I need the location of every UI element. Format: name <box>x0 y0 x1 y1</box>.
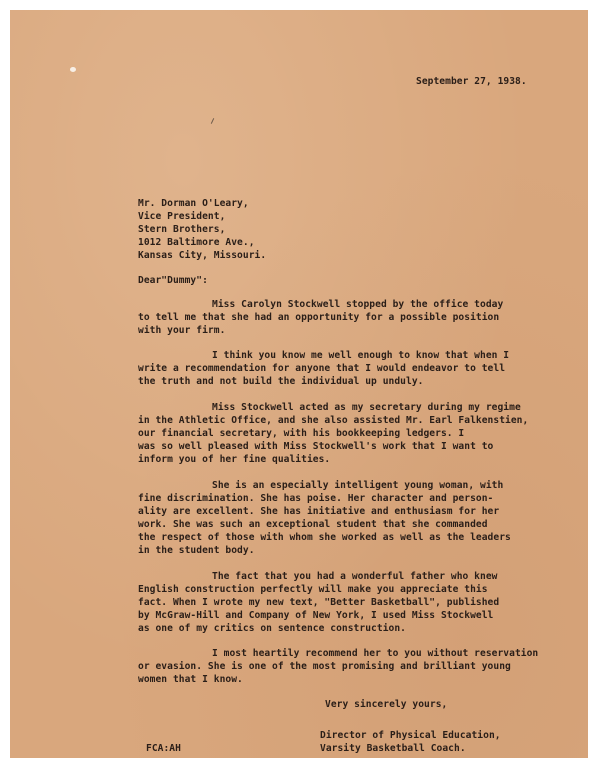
recipient-line: Kansas City, Missouri. <box>138 250 267 261</box>
body-line: as one of my critics on sentence construction. <box>138 623 406 634</box>
body-line: ality are excellent. She has initiative and enthusiasm for her <box>138 506 500 517</box>
body-line: work. She was such an exceptional student that she commanded <box>138 519 488 530</box>
recipient-line: Vice President, <box>138 211 226 222</box>
body-line: to tell me that she had an opportunity for a possible position <box>138 312 500 323</box>
body-line: fine discrimination. She has poise. Her character and person- <box>138 493 494 504</box>
letter-paper <box>10 10 588 758</box>
body-line: I think you know me well enough to know that when I <box>212 350 510 361</box>
recipient-line: 1012 Baltimore Ave., <box>138 237 255 248</box>
body-line: write a recommendation for anyone that I would endeavor to tell <box>138 363 506 374</box>
body-line: women that I know. <box>138 674 243 685</box>
ink-mark <box>211 118 214 124</box>
body-line: by McGraw-Hill and Company of New York, I used Miss Stockwell <box>138 610 494 621</box>
body-line: was so well pleased with Miss Stockwell's work that I want to <box>138 441 494 452</box>
typist-initials: FCA:AH <box>146 743 181 754</box>
body-line: I most heartily recommend her to you without reservation <box>212 648 539 659</box>
signature-line: Varsity Basketball Coach. <box>320 743 466 754</box>
body-line: inform you of her fine qualities. <box>138 454 331 465</box>
salutation: Dear"Dummy": <box>138 275 208 286</box>
paper-speck <box>70 67 76 72</box>
body-line: the respect of those with whom she worked as well as the leaders <box>138 532 511 543</box>
closing: Very sincerely yours, <box>325 699 448 710</box>
body-line: She is an especially intelligent young woman, with <box>212 480 504 491</box>
body-line: fact. When I wrote my new text, "Better Basketball", published <box>138 597 500 608</box>
body-line: the truth and not build the individual up unduly. <box>138 376 424 387</box>
body-line: Miss Stockwell acted as my secretary during my regime <box>212 402 521 413</box>
body-line: with your firm. <box>138 325 226 336</box>
body-line: The fact that you had a wonderful father who knew <box>212 571 498 582</box>
body-line: in the student body. <box>138 545 255 556</box>
recipient-line: Mr. Dorman O'Leary, <box>138 198 249 209</box>
recipient-line: Stern Brothers, <box>138 224 226 235</box>
body-line: our financial secretary, with his bookkeeping ledgers. I <box>138 428 465 439</box>
body-line: or evasion. She is one of the most promising and brilliant young <box>138 661 511 672</box>
body-line: English construction perfectly will make you appreciate this <box>138 584 488 595</box>
letter-date: September 27, 1938. <box>416 76 527 87</box>
body-line: in the Athletic Office, and she also assisted Mr. Earl Falkenstien, <box>138 415 529 426</box>
signature-line: Director of Physical Education, <box>320 730 501 741</box>
body-line: Miss Carolyn Stockwell stopped by the office today <box>212 299 504 310</box>
